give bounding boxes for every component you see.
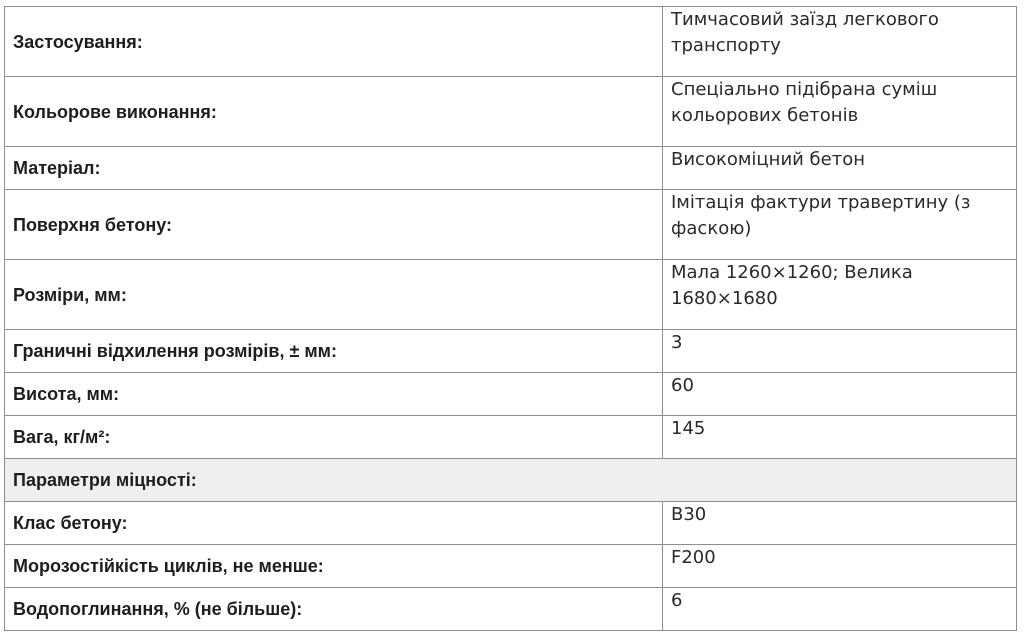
spec-row-material — [5, 147, 1017, 190]
spec-row-height — [5, 373, 1017, 416]
spec-label: Кольорове виконання: — [5, 77, 663, 147]
spec-label: Граничні відхилення розмірів, ± мм: — [5, 330, 663, 373]
spec-value: Тимчасовий заїзд легкового транспорту — [663, 7, 1017, 77]
spec-label: Розміри, мм: — [5, 260, 663, 330]
spec-label: Морозостійкість циклів, не менше: — [5, 545, 663, 588]
spec-row-weight — [5, 416, 1017, 459]
spec-row-concrete-class — [5, 502, 1017, 545]
spec-row-surface — [5, 190, 1017, 260]
spec-value: 145 — [663, 416, 1017, 459]
spec-value: 60 — [663, 373, 1017, 416]
spec-row-water-absorption — [5, 588, 1017, 631]
spec-value: 6 — [663, 588, 1017, 631]
spec-label: Вага, кг/м²: — [5, 416, 663, 459]
spec-label: Матеріал: — [5, 147, 663, 190]
spec-value: Спеціально підібрана суміш кольорових бетонів — [663, 77, 1017, 147]
spec-row-color — [5, 77, 1017, 147]
section-row-strength — [5, 459, 1017, 502]
specs-table — [4, 6, 1017, 631]
spec-label: Висота, мм: — [5, 373, 663, 416]
spec-value: Мала 1260×1260; Велика 1680×1680 — [663, 260, 1017, 330]
spec-row-application — [5, 7, 1017, 77]
spec-value: 3 — [663, 330, 1017, 373]
spec-value: B30 — [663, 502, 1017, 545]
spec-row-dimensions — [5, 260, 1017, 330]
spec-value: F200 — [663, 545, 1017, 588]
spec-label: Водопоглинання, % (не більше): — [5, 588, 663, 631]
spec-row-tolerance — [5, 330, 1017, 373]
spec-value: Високоміцний бетон — [663, 147, 1017, 190]
spec-value: Імітація фактури травертину (з фаскою) — [663, 190, 1017, 260]
spec-label: Поверхня бетону: — [5, 190, 663, 260]
spec-row-frost-resistance — [5, 545, 1017, 588]
section-title: Параметри міцності: — [5, 459, 1017, 502]
spec-label: Клас бетону: — [5, 502, 663, 545]
spec-label: Застосування: — [5, 7, 663, 77]
